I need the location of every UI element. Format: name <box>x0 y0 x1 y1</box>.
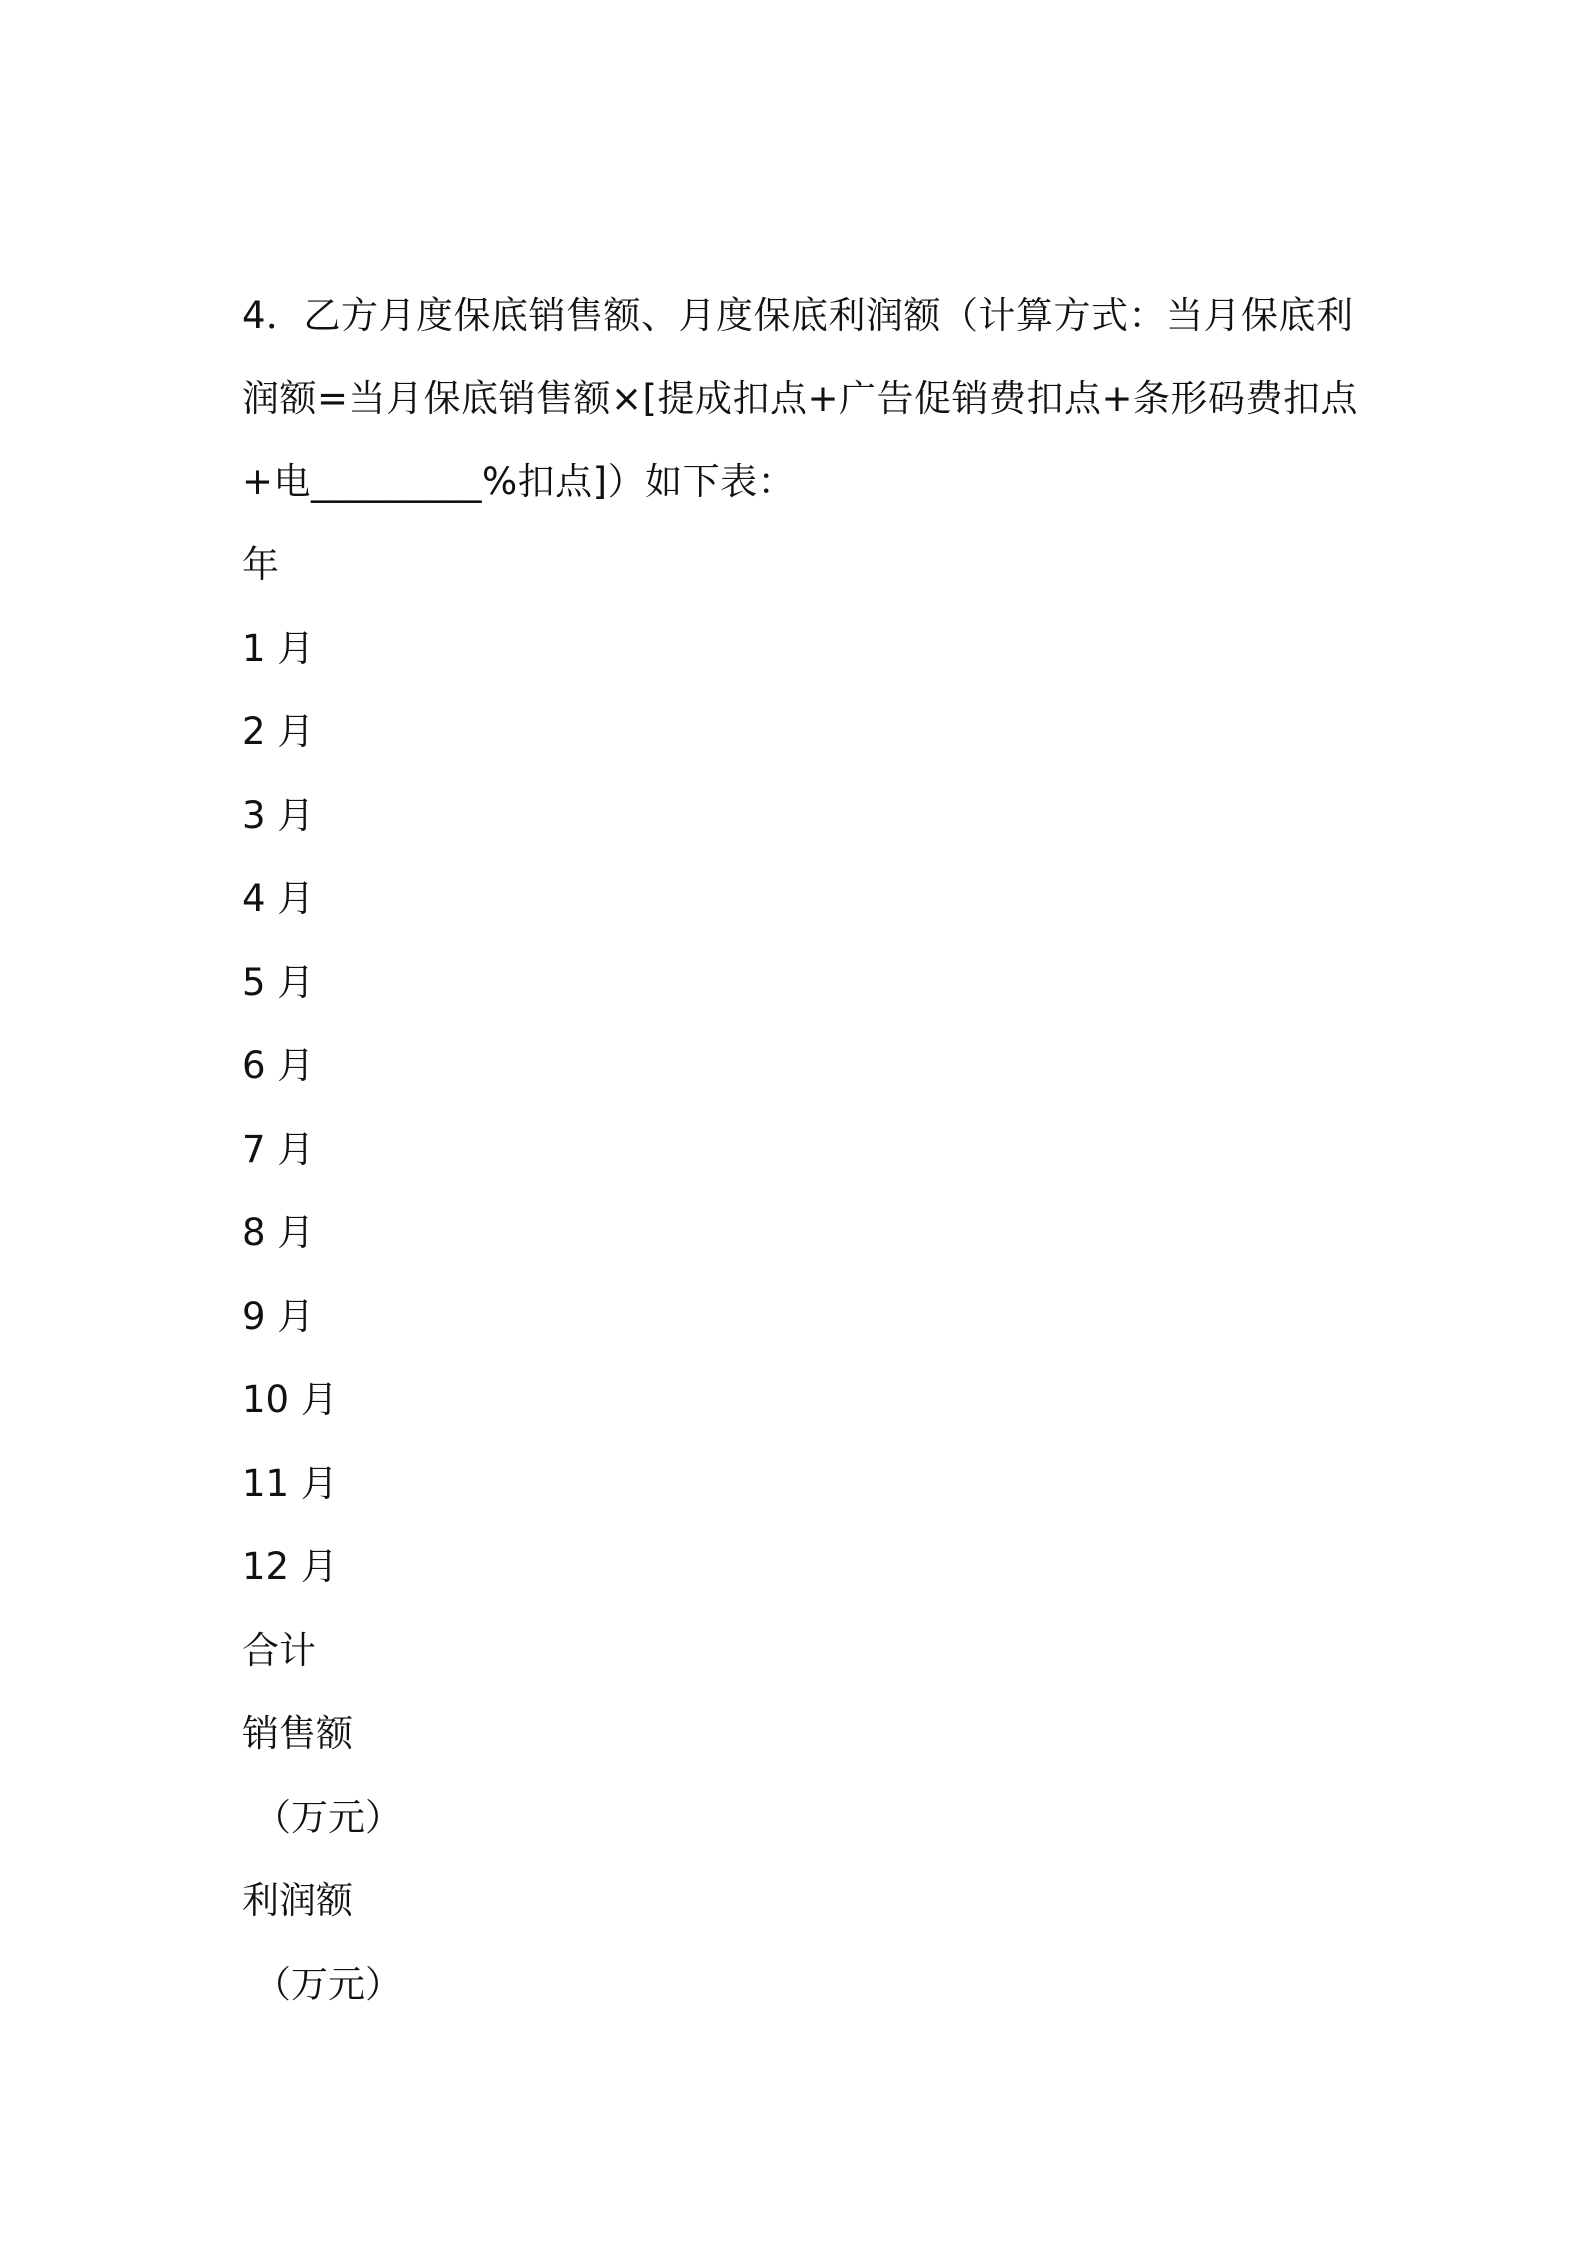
month-row-5: 5 月 <box>242 960 315 1004</box>
month-row-9: 9 月 <box>242 1294 315 1338</box>
month-row-3: 3 月 <box>242 793 315 837</box>
table-header-year: 年 <box>242 543 279 586</box>
month-row-4: 4 月 <box>242 877 315 920</box>
month-row-2: 2 月 <box>242 710 315 753</box>
clause-paragraph: 4．乙方月度保底销售额、月度保底利润额（计算方式：当月保底利润额=当月保底销售额×[提成扣点+广告促销费扣点+条形码费扣点+电_________%扣点]）如下表： <box>242 294 1358 503</box>
month-row-8: 8 月 <box>242 1211 315 1254</box>
sales-label: 销售额 <box>242 1712 353 1755</box>
profit-unit: （万元） <box>254 1962 402 2006</box>
month-row-7: 7 月 <box>242 1127 315 1171</box>
document-body <box>242 274 1362 2026</box>
month-row-1: 1 月 <box>242 626 315 670</box>
month-row-11: 11 月 <box>242 1461 338 1505</box>
profit-label: 利润额 <box>242 1879 353 1922</box>
month-row-12: 12 月 <box>242 1545 338 1588</box>
month-row-10: 10 月 <box>242 1378 338 1421</box>
sales-unit: （万元） <box>254 1795 402 1839</box>
month-row-6: 6 月 <box>242 1044 315 1087</box>
total-label: 合计 <box>242 1628 316 1672</box>
